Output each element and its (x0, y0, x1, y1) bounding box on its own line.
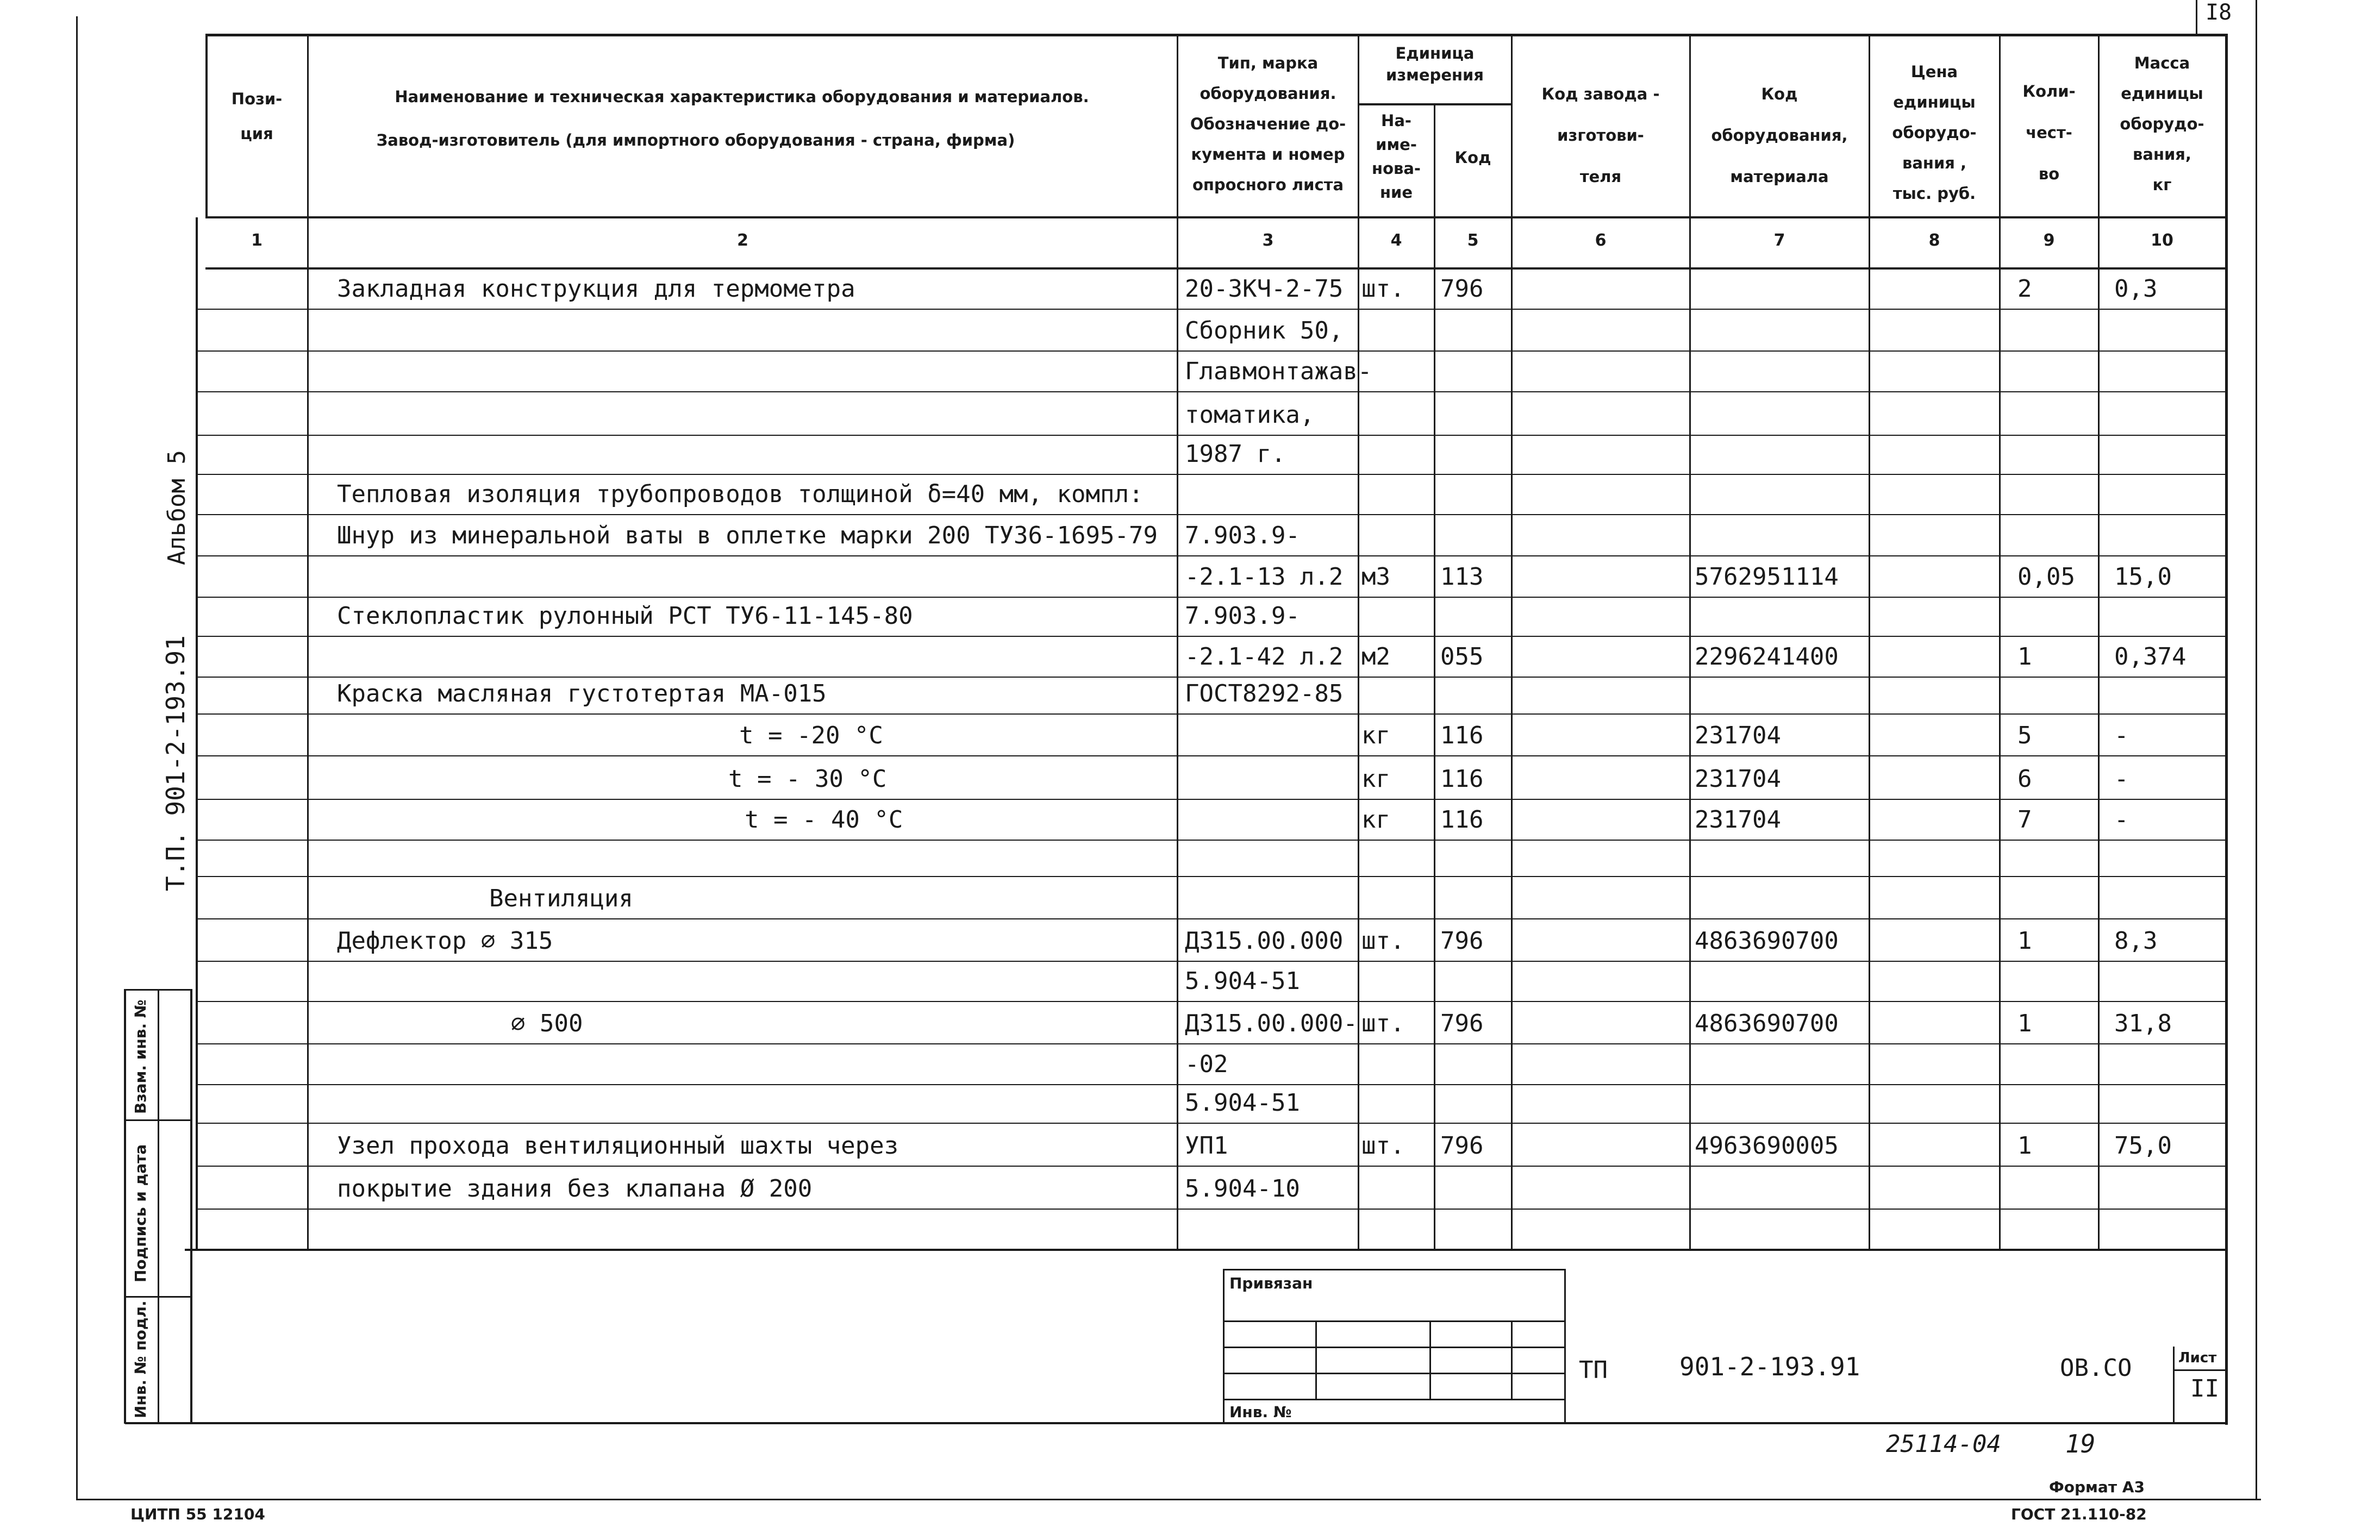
row-name: Стеклопластик рулонный РСТ ТУ6-11-145-80 (337, 602, 913, 630)
row-equip-code: 2296241400 (1695, 643, 1839, 671)
row-divider (196, 799, 2226, 800)
row-name: t = - 30 °C (728, 765, 887, 793)
stamp-doc-number: 901-2-193.91 (1679, 1352, 1860, 1381)
row-equip-code: 5762951114 (1695, 563, 1839, 591)
col-line-9 (2098, 34, 2100, 1250)
row-mass: 15,0 (2114, 563, 2172, 591)
stamp-list-label: Лист (2178, 1350, 2217, 1366)
row-unit: м2 (1361, 643, 1390, 671)
row-qty: 0,05 (2017, 563, 2075, 591)
row-mass: - (2114, 722, 2129, 749)
row-type: 5.904-10 (1185, 1175, 1300, 1203)
row-type: 5.904-51 (1185, 1089, 1300, 1117)
row-name: Закладная конструкция для термометра (337, 275, 855, 303)
row-divider (196, 555, 2226, 556)
row-divider (196, 435, 2226, 436)
row-mass: 75,0 (2114, 1132, 2172, 1160)
stamp-list-left (2173, 1347, 2175, 1424)
col-line-2 (1177, 34, 1178, 1250)
row-divider (196, 391, 2226, 392)
row-unit: кг (1361, 765, 1390, 793)
row-type: УП1 (1185, 1132, 1228, 1160)
row-unit: кг (1361, 806, 1390, 834)
row-unit: кг (1361, 722, 1390, 749)
row-divider (196, 876, 2226, 877)
footer-printer: ЦИТП 55 12104 (130, 1505, 265, 1523)
row-unit: шт. (1361, 275, 1405, 303)
row-divider (196, 1209, 2226, 1210)
col-line-1 (307, 34, 309, 1250)
row-name: Вентиляция (489, 885, 633, 912)
row-mass: 0,3 (2114, 275, 2158, 303)
row-qty: 1 (2017, 927, 2032, 955)
outer-right-top (2196, 0, 2197, 34)
row-qty: 5 (2017, 722, 2032, 749)
col-line-7 (1869, 34, 1870, 1250)
stamp-v2 (1429, 1320, 1431, 1399)
row-divider (196, 309, 2226, 310)
row-mass: - (2114, 765, 2129, 793)
row-name: Дефлектор ⌀ 315 (337, 927, 553, 955)
row-mass: 31,8 (2114, 1010, 2172, 1037)
stamp-tp: ТП (1579, 1356, 1608, 1384)
row-unit: шт. (1361, 1010, 1405, 1037)
row-divider (196, 514, 2226, 515)
stamp-list-value: II (2190, 1375, 2219, 1403)
colnum-8: 8 (1928, 231, 1940, 250)
row-name: t = -20 °C (739, 722, 883, 749)
header-name-line1: Наименование и техническая характеристика оборудования и материалов. (395, 87, 1089, 106)
footer-gost: ГОСТ 21.110-82 (2011, 1505, 2147, 1523)
colnum-4: 4 (1390, 231, 1402, 250)
row-unit-code: 116 (1440, 765, 1484, 793)
stamp-box-top (1223, 1269, 1565, 1270)
row-divider (196, 1084, 2226, 1085)
stamp-h4 (1223, 1399, 1565, 1400)
header-equip-code: Код оборудования, материала (1711, 85, 1848, 186)
outer-left-line (76, 16, 78, 1500)
stamp-v1 (1315, 1320, 1317, 1399)
row-qty: 1 (2017, 1010, 2032, 1037)
row-mass: 0,374 (2114, 643, 2187, 671)
row-type: 7.903.9- (1185, 602, 1300, 630)
row-unit: шт. (1361, 1132, 1405, 1160)
row-unit: шт. (1361, 927, 1405, 955)
colnum-9: 9 (2043, 231, 2055, 250)
frame-bottom (125, 1422, 2226, 1424)
header-bottom-line (205, 216, 2226, 218)
row-equip-code: 231704 (1695, 722, 1781, 749)
row-divider (196, 961, 2226, 962)
header-unit-name: На- име- нова- ние (1372, 111, 1421, 202)
row-type: 1987 г. (1185, 440, 1286, 468)
row-type: Сборник 50, (1185, 317, 1344, 345)
row-divider (196, 1249, 2226, 1250)
row-equip-code: 231704 (1695, 765, 1781, 793)
frame-top (205, 34, 2227, 36)
frame-left-body (196, 217, 198, 1250)
side-project: Т.П. 901-2-193.91 (161, 635, 190, 891)
row-name: Тепловая изоляция трубопроводов толщиной δ=40 мм, компл: (337, 480, 1144, 508)
row-equip-code: 4863690700 (1695, 927, 1839, 955)
row-divider (196, 1001, 2226, 1002)
header-qty: Коли- чест- во (2022, 82, 2076, 183)
stamp-list-mid (2173, 1369, 2226, 1371)
row-qty: 6 (2017, 765, 2032, 793)
colnum-6: 6 (1595, 231, 1607, 250)
row-divider (196, 755, 2226, 756)
row-equip-code: 4963690005 (1695, 1132, 1839, 1160)
row-divider (196, 474, 2226, 475)
side-inv-podl: Инв. № подл. (132, 1300, 149, 1418)
stamp-h1 (1223, 1320, 1565, 1322)
frame-left-stamp (124, 989, 126, 1424)
row-name: Краска масляная густотертая МА-015 (337, 680, 827, 708)
header-price: Цена единицы оборудо- вания , тыс. руб. (1892, 62, 1977, 203)
row-type: 7.903.9- (1185, 522, 1300, 549)
header-plant-code: Код завода - изготови- теля (1541, 85, 1660, 186)
header-position: Пози- ция (231, 90, 283, 143)
footer-page: 19 (2065, 1429, 2096, 1458)
row-type: томатика, (1185, 401, 1315, 429)
row-mass: 8,3 (2114, 927, 2158, 955)
side-vzam: Взам. инв. № (132, 999, 149, 1114)
outer-right-line (2256, 0, 2257, 1500)
row-divider (196, 597, 2226, 598)
col-line-10 (2225, 34, 2227, 1250)
row-divider (196, 918, 2226, 919)
col-line-8 (1999, 34, 2001, 1250)
row-qty: 7 (2017, 806, 2032, 834)
colnum-2: 2 (737, 231, 748, 250)
header-unit-code: Код (1454, 148, 1491, 167)
row-qty: 2 (2017, 275, 2032, 303)
row-name: Шнур из минеральной ваты в оплетке марки 200 ТУ36-1695-79 (337, 522, 1158, 549)
side-stamp-right (190, 989, 192, 1424)
row-divider (196, 713, 2226, 715)
stamp-h2 (1223, 1347, 1565, 1348)
row-divider (196, 1166, 2226, 1167)
row-divider (196, 677, 2226, 678)
row-divider (196, 350, 2226, 352)
outer-bottom-line (76, 1499, 2261, 1500)
row-type: -2.1-13 л.2 (1185, 563, 1344, 591)
stamp-v3 (1511, 1320, 1513, 1399)
col-line-3 (1358, 34, 1359, 1250)
row-qty: 1 (2017, 643, 2032, 671)
stamp-inv-no: Инв. № (1229, 1403, 1292, 1421)
header-name-line2: Завод-изготовитель (для импортного оборудования - страна, фирма) (376, 131, 1015, 149)
row-unit-code: 796 (1440, 275, 1484, 303)
row-divider (196, 1123, 2226, 1124)
row-mass: - (2114, 806, 2129, 834)
col-line-5 (1511, 34, 1513, 1250)
side-stamp-mid (158, 989, 159, 1424)
header-type: Тип, марка оборудования. Обозначение до- кумента и номер опросного листа (1190, 54, 1346, 194)
row-type: Главмонтажав- (1185, 358, 1372, 385)
side-album: Альбом 5 (163, 450, 191, 565)
row-unit-code: 055 (1440, 643, 1484, 671)
row-unit-code: 116 (1440, 722, 1484, 749)
row-type: 5.904-51 (1185, 967, 1300, 995)
row-name: t = - 40 °C (745, 806, 903, 834)
colnum-5: 5 (1467, 231, 1479, 250)
row-type: ГОСТ8292-85 (1185, 680, 1344, 708)
row-unit-code: 796 (1440, 1132, 1484, 1160)
side-podpis: Подпись и дата (132, 1144, 149, 1282)
col-line-6 (1689, 34, 1691, 1250)
footer-order-number: 25114-04 (1886, 1430, 2001, 1458)
stamp-h3 (1223, 1373, 1565, 1374)
row-equip-code: 4863690700 (1695, 1010, 1839, 1037)
colnum-1: 1 (251, 231, 263, 250)
colnum-10: 10 (2151, 231, 2173, 250)
row-unit: м3 (1361, 563, 1390, 591)
sheet-number-top: I8 (2206, 0, 2232, 25)
colnum-bottom-line (205, 267, 2226, 270)
stamp-privyazan: Привязан (1229, 1274, 1313, 1292)
row-type: Д315.00.000 (1185, 927, 1344, 955)
row-type: -2.1-42 л.2 (1185, 643, 1344, 671)
header-unit-group: Единица измерения (1386, 44, 1484, 84)
row-type: 20-ЗКЧ-2-75 (1185, 275, 1344, 303)
row-name: ⌀ 500 (511, 1010, 583, 1037)
row-type: Д315.00.000- (1185, 1010, 1358, 1037)
row-unit-code: 113 (1440, 563, 1484, 591)
row-unit-code: 116 (1440, 806, 1484, 834)
row-divider (196, 636, 2226, 637)
row-unit-code: 796 (1440, 1010, 1484, 1037)
row-divider (196, 840, 2226, 841)
colnum-7: 7 (1773, 231, 1785, 250)
colnum-3: 3 (1262, 231, 1274, 250)
row-qty: 1 (2017, 1132, 2032, 1160)
row-type: -02 (1185, 1050, 1228, 1078)
header-mass: Масса единицы оборудо- вания, кг (2120, 54, 2204, 194)
footer-format: Формат А3 (2049, 1478, 2145, 1496)
row-divider (196, 1043, 2226, 1044)
stamp-mark: ОВ.СО (2060, 1354, 2132, 1382)
row-unit-code: 796 (1440, 927, 1484, 955)
row-equip-code: 231704 (1695, 806, 1781, 834)
row-name: покрытие здания без клапана Ø 200 (337, 1175, 813, 1203)
row-name: Узел прохода вентиляционный шахты через (337, 1132, 899, 1160)
